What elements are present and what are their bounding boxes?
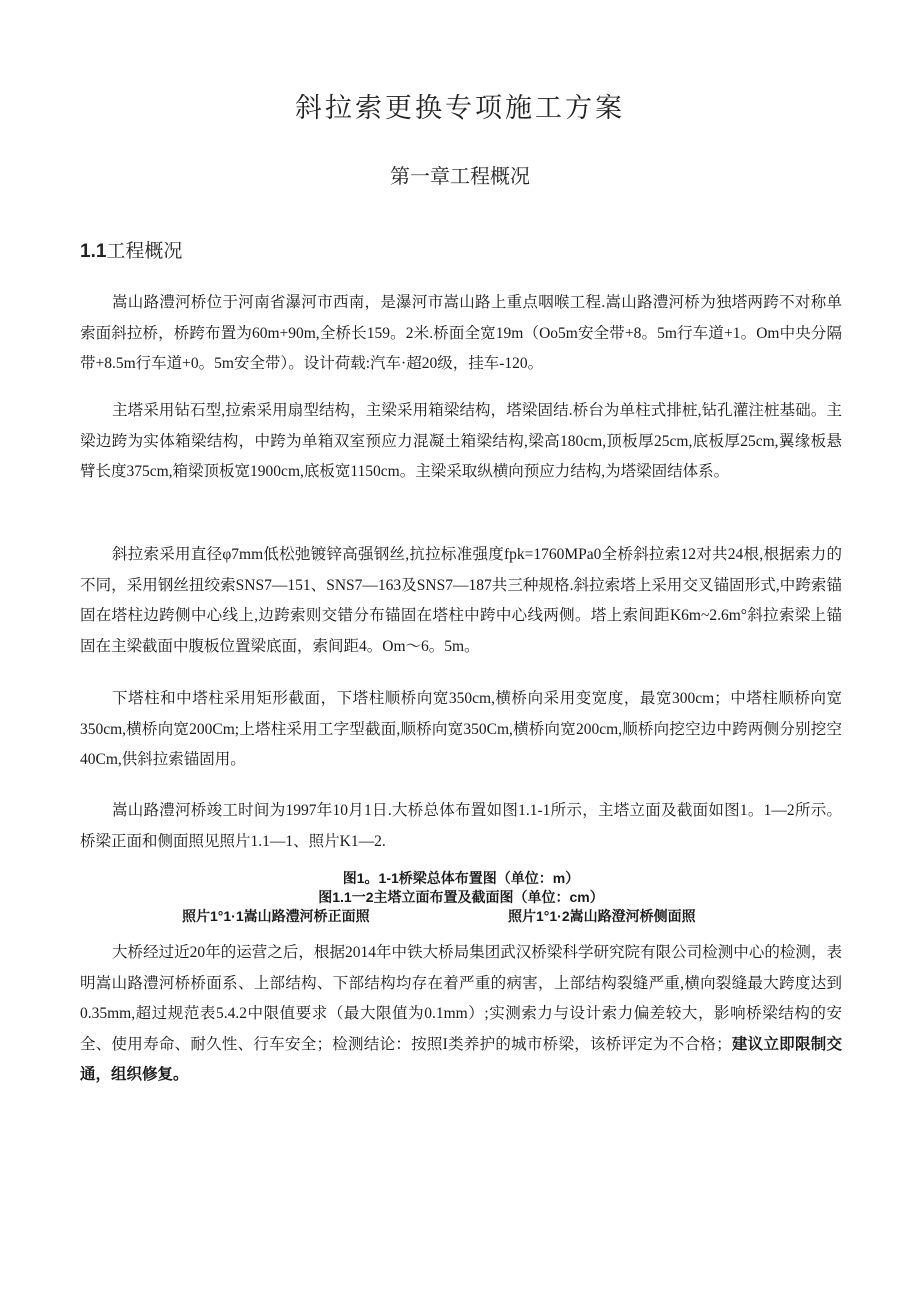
inspection-text: 大桥经过近20年的运营之后，根据2014年中铁大桥局集团武汉桥梁科学研究院有限公司检测中心的检测，表明嵩山路澧河桥桥面系、上部结构、下部结构均存在着严重的病害，上部结构裂缝严重,横向裂缝最大跨度达到0.35mm,超过规范表5.4.2中限值要求（最大限值为0.1mm）;实测索力与设计索力偏差较大，影响桥梁结构的安全、使用寿命、耐久性、行车安全；检测结论：按照I类养护的城市桥梁，该桥评定为不合格； xyxy=(80,944,842,1053)
photo-caption-1: 照片1°1·1嵩山路澧河桥正面照 xyxy=(182,908,370,924)
document-title: 斜拉索更换专项施工方案 xyxy=(295,93,625,124)
section-heading xyxy=(80,236,182,263)
chapter-title: 第一章工程概况 xyxy=(390,164,530,188)
paragraph-towers: 下塔柱和中塔柱采用矩形截面，下塔柱顺桥向宽350cm,横桥向采用变宽度，最宽300cm；中塔柱顺桥向宽350cm,横桥向宽200Cm;上塔柱采用工字型截面,顺桥向宽350Cm,横桥向宽200cm,顺桥向挖空边中跨两侧分别挖空40Cm,供斜拉索锚固用。 xyxy=(80,690,842,768)
figure-caption-2: 图1.1一2主塔立面布置及截面图（单位：cm） xyxy=(318,889,604,905)
paragraph-completion: 嵩山路澧河桥竣工时间为1997年10月1日.大桥总体布置如图1.1-1所示，主塔立面及截面如图1。1—2所示。桥梁正面和侧面照见照片1.1—1、照片K1—2. xyxy=(80,802,842,850)
photo-caption-row xyxy=(80,907,842,926)
paragraph-stay-cables: 斜拉索采用直径φ7mm低松弛镀锌高强钢丝,抗拉标准强度fpk=1760MPa0全桥斜拉索12对共24根,根据索力的不同，采用钢丝扭绞索SNS7—151、SNS7—163及SNS7—187共三种规格.斜拉索塔上采用交叉锚固形式,中跨索锚固在塔柱边跨侧中心线上,边跨索则交错分布锚固在塔柱中跨中心线两侧。塔上索间距K6m~2.6m°斜拉索梁上锚固在主梁截面中腹板位置梁底面，索间距4。Om～6。5m。 xyxy=(80,546,842,655)
photo-caption-2: 照片1°1·2嵩山路澄河桥侧面照 xyxy=(508,908,696,924)
inspection-recommendation: 建议立即限制交通，组织修复。 xyxy=(80,1035,842,1083)
paragraph-structure: 主塔采用钻石型,拉索采用扇型结构，主梁采用箱梁结构，塔梁固结.桥台为单柱式排桩,钻孔灌注桩基础。主梁边跨为实体箱梁结构，中跨为单箱双室预应力混凝土箱梁结构,梁高180cm,顶板厚25cm,底板厚25cm,翼缘板悬臂长度375cm,箱梁顶板宽1900cm,底板宽1150cm。主梁采取纵横向预应力结构,为塔梁固结体系。 xyxy=(80,402,842,480)
paragraph-overview: 嵩山路澧河桥位于河南省瀑河市西南，是瀑河市嵩山路上重点咽喉工程.嵩山路澧河桥为独塔两跨不对称单索面斜拉桥，桥跨布置为60m+90m,全桥长159。2米.桥面全宽19m（Oo5m安全带+8。5m行车道+1。Om中央分隔带+8.5m行车道+0。5m安全带）。设计荷载:汽车·超20级，挂车-120。 xyxy=(80,294,842,372)
section-number: 1.1 xyxy=(80,241,107,262)
paragraph-inspection xyxy=(80,938,842,1091)
figure-captions xyxy=(80,869,842,926)
figure-caption-1: 图1。1-1桥梁总体布置图（单位：m） xyxy=(342,870,580,886)
section-title: 工程概况 xyxy=(106,240,183,262)
